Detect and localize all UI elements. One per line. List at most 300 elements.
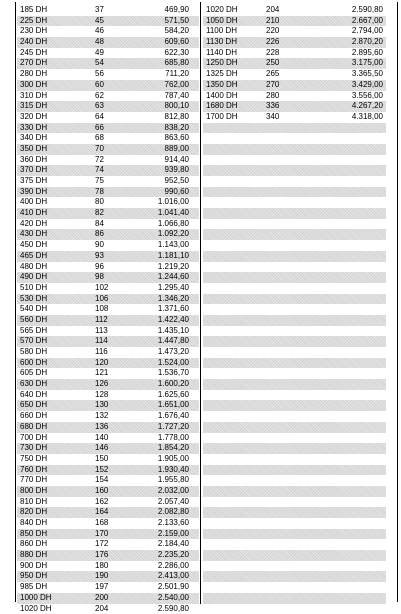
price-cell: 762,00 [165, 80, 189, 91]
table-row [17, 123, 199, 134]
size-cell: 1680 DH [206, 101, 238, 112]
quantity-cell: 84 [95, 219, 104, 230]
quantity-cell: 108 [95, 304, 108, 315]
quantity-cell: 200 [95, 593, 108, 604]
quantity-cell: 140 [95, 433, 108, 444]
price-cell: 1.219,20 [158, 262, 189, 273]
price-cell: 2.895,60 [352, 48, 383, 59]
table-row [17, 48, 199, 59]
quantity-cell: 37 [95, 5, 104, 16]
price-cell: 2.870,20 [352, 37, 383, 48]
table-row [17, 507, 199, 518]
quantity-cell: 152 [95, 465, 108, 476]
quantity-cell: 204 [266, 5, 279, 16]
quantity-cell: 280 [266, 91, 279, 102]
quantity-cell: 66 [95, 123, 104, 134]
size-cell: 770 DH [20, 475, 47, 486]
quantity-cell: 197 [95, 582, 108, 593]
price-cell: 2.590,80 [158, 604, 189, 614]
size-cell: 330 DH [20, 123, 47, 134]
price-cell: 838,20 [165, 123, 189, 134]
quantity-cell: 172 [95, 539, 108, 550]
table-row [17, 197, 199, 208]
quantity-cell: 70 [95, 144, 104, 155]
price-cell: 812,80 [165, 112, 189, 123]
table-row [17, 26, 199, 37]
quantity-cell: 336 [266, 101, 279, 112]
empty-table-row [203, 123, 386, 134]
price-cell: 4.267,20 [352, 101, 383, 112]
table-row [17, 294, 199, 305]
table-row [17, 240, 199, 251]
empty-table-row [203, 294, 386, 305]
empty-table-row [203, 604, 386, 614]
size-cell: 310 DH [20, 91, 47, 102]
table-row [203, 112, 386, 123]
price-cell: 1.536,70 [158, 368, 189, 379]
size-cell: 1250 DH [206, 58, 238, 69]
empty-table-row [203, 368, 386, 379]
table-row [17, 101, 199, 112]
center-divider-line [200, 2, 201, 604]
size-cell: 860 DH [20, 539, 47, 550]
table-row [17, 539, 199, 550]
price-cell: 2.159,00 [158, 529, 189, 540]
table-row [17, 165, 199, 176]
empty-table-row [203, 411, 386, 422]
quantity-cell: 74 [95, 165, 104, 176]
quantity-cell: 180 [95, 561, 108, 572]
empty-table-row [203, 144, 386, 155]
empty-table-row [203, 571, 386, 582]
empty-table-row [203, 262, 386, 273]
size-cell: 315 DH [20, 101, 47, 112]
quantity-cell: 54 [95, 58, 104, 69]
price-cell: 1.651,00 [158, 400, 189, 411]
empty-table-row [203, 400, 386, 411]
quantity-cell: 45 [95, 16, 104, 27]
price-cell: 1.447,80 [158, 336, 189, 347]
table-row [17, 358, 199, 369]
quantity-cell: 340 [266, 112, 279, 123]
quantity-cell: 63 [95, 101, 104, 112]
empty-table-row [203, 550, 386, 561]
empty-table-row [203, 187, 386, 198]
table-row [17, 229, 199, 240]
quantity-cell: 86 [95, 229, 104, 240]
size-cell: 530 DH [20, 294, 47, 305]
size-cell: 270 DH [20, 58, 47, 69]
empty-table-row [203, 529, 386, 540]
table-row [203, 48, 386, 59]
table-row [17, 304, 199, 315]
price-cell: 2.082,80 [158, 507, 189, 518]
table-row [17, 219, 199, 230]
left-border-line [15, 2, 16, 602]
size-cell: 650 DH [20, 400, 47, 411]
price-cell: 1.778,00 [158, 433, 189, 444]
price-cell: 1.676,40 [158, 411, 189, 422]
size-cell: 280 DH [20, 69, 47, 80]
quantity-cell: 78 [95, 187, 104, 198]
table-row [17, 283, 199, 294]
price-cell: 1.625,60 [158, 390, 189, 401]
price-cell: 2.540,00 [158, 593, 189, 604]
price-cell: 939,80 [165, 165, 189, 176]
price-cell: 1.143,00 [158, 240, 189, 251]
size-cell: 370 DH [20, 165, 47, 176]
size-cell: 580 DH [20, 347, 47, 358]
size-cell: 350 DH [20, 144, 47, 155]
table-row [17, 571, 199, 582]
table-row [203, 69, 386, 80]
table-row [17, 465, 199, 476]
price-cell: 1.854,20 [158, 443, 189, 454]
empty-table-row [203, 561, 386, 572]
price-cell: 1.600,20 [158, 379, 189, 390]
price-cell: 685,80 [165, 58, 189, 69]
price-cell: 1.955,80 [158, 475, 189, 486]
table-row [17, 69, 199, 80]
price-cell: 1.092,20 [158, 229, 189, 240]
table-row [17, 315, 199, 326]
size-cell: 1020 DH [20, 604, 52, 614]
size-cell: 1050 DH [206, 16, 238, 27]
table-row [17, 529, 199, 540]
left-price-table [17, 5, 199, 614]
quantity-cell: 120 [95, 358, 108, 369]
table-row [17, 80, 199, 91]
price-cell: 990,60 [165, 187, 189, 198]
price-cell: 711,20 [165, 69, 189, 80]
table-row [203, 16, 386, 27]
price-cell: 1.295,40 [158, 283, 189, 294]
price-cell: 1.905,00 [158, 454, 189, 465]
size-cell: 565 DH [20, 326, 47, 337]
quantity-cell: 162 [95, 497, 108, 508]
price-cell: 3.365,50 [352, 69, 383, 80]
size-cell: 490 DH [20, 272, 47, 283]
quantity-cell: 220 [266, 26, 279, 37]
size-cell: 730 DH [20, 443, 47, 454]
price-cell: 800,10 [165, 101, 189, 112]
price-cell: 889,00 [165, 144, 189, 155]
price-cell: 1.346,20 [158, 294, 189, 305]
table-row [203, 5, 386, 16]
table-row [17, 411, 199, 422]
table-row [17, 486, 199, 497]
quantity-cell: 160 [95, 486, 108, 497]
empty-table-row [203, 283, 386, 294]
empty-table-row [203, 379, 386, 390]
size-cell: 850 DH [20, 529, 47, 540]
size-cell: 240 DH [20, 37, 47, 48]
quantity-cell: 80 [95, 197, 104, 208]
price-cell: 1.371,60 [158, 304, 189, 315]
size-cell: 700 DH [20, 433, 47, 444]
price-cell: 1.181,10 [158, 251, 189, 262]
table-row [17, 390, 199, 401]
size-cell: 245 DH [20, 48, 47, 59]
quantity-cell: 112 [95, 315, 108, 326]
quantity-cell: 150 [95, 454, 108, 465]
size-cell: 800 DH [20, 486, 47, 497]
quantity-cell: 170 [95, 529, 108, 540]
price-cell: 914,40 [165, 155, 189, 166]
empty-table-row [203, 197, 386, 208]
table-row [17, 518, 199, 529]
empty-table-row [203, 433, 386, 444]
quantity-cell: 72 [95, 155, 104, 166]
price-cell: 3.175,00 [352, 58, 383, 69]
table-row [203, 101, 386, 112]
empty-table-row [203, 422, 386, 433]
table-row [203, 80, 386, 91]
price-cell: 787,40 [165, 91, 189, 102]
empty-table-row [203, 507, 386, 518]
table-row [17, 155, 199, 166]
size-cell: 1400 DH [206, 91, 238, 102]
price-cell: 1.422,40 [158, 315, 189, 326]
quantity-cell: 75 [95, 176, 104, 187]
right-price-table [203, 5, 386, 614]
quantity-cell: 114 [95, 336, 108, 347]
quantity-cell: 250 [266, 58, 279, 69]
price-cell: 2.032,00 [158, 486, 189, 497]
size-cell: 1325 DH [206, 69, 238, 80]
price-cell: 571,50 [165, 16, 189, 27]
quantity-cell: 113 [95, 326, 108, 337]
quantity-cell: 164 [95, 507, 108, 518]
table-row [17, 91, 199, 102]
table-row [17, 347, 199, 358]
size-cell: 375 DH [20, 176, 47, 187]
right-border-line [397, 2, 398, 602]
size-cell: 660 DH [20, 411, 47, 422]
quantity-cell: 62 [95, 91, 104, 102]
table-row [203, 26, 386, 37]
size-cell: 680 DH [20, 422, 47, 433]
size-cell: 1000 DH [20, 593, 52, 604]
size-cell: 465 DH [20, 251, 47, 262]
size-cell: 600 DH [20, 358, 47, 369]
size-cell: 510 DH [20, 283, 47, 294]
quantity-cell: 116 [95, 347, 108, 358]
empty-table-row [203, 593, 386, 604]
size-cell: 185 DH [20, 5, 47, 16]
size-cell: 480 DH [20, 262, 47, 273]
table-row [17, 582, 199, 593]
table-row [17, 400, 199, 411]
quantity-cell: 226 [266, 37, 279, 48]
table-row [17, 5, 199, 16]
size-cell: 1100 DH [206, 26, 237, 37]
quantity-cell: 154 [95, 475, 108, 486]
table-row [17, 112, 199, 123]
size-cell: 390 DH [20, 187, 47, 198]
empty-table-row [203, 315, 386, 326]
size-cell: 1020 DH [206, 5, 238, 16]
price-cell: 1.930,40 [158, 465, 189, 476]
table-row [17, 336, 199, 347]
quantity-cell: 190 [95, 571, 108, 582]
quantity-cell: 210 [266, 16, 279, 27]
price-cell: 2.057,40 [158, 497, 189, 508]
empty-table-row [203, 208, 386, 219]
price-cell: 2.133,60 [158, 518, 189, 529]
empty-table-row [203, 326, 386, 337]
price-cell: 4.318,00 [352, 112, 383, 123]
quantity-cell: 48 [95, 37, 104, 48]
empty-table-row [203, 176, 386, 187]
size-cell: 300 DH [20, 80, 47, 91]
empty-table-row [203, 272, 386, 283]
quantity-cell: 128 [95, 390, 108, 401]
empty-table-row [203, 155, 386, 166]
price-cell: 2.235,20 [158, 550, 189, 561]
size-cell: 225 DH [20, 16, 47, 27]
table-row [17, 208, 199, 219]
size-cell: 1140 DH [206, 48, 237, 59]
table-row [17, 58, 199, 69]
table-row [17, 176, 199, 187]
quantity-cell: 98 [95, 272, 104, 283]
quantity-cell: 132 [95, 411, 108, 422]
empty-table-row [203, 539, 386, 550]
size-cell: 450 DH [20, 240, 47, 251]
empty-table-row [203, 165, 386, 176]
quantity-cell: 126 [95, 379, 108, 390]
size-cell: 570 DH [20, 336, 47, 347]
quantity-cell: 121 [95, 368, 108, 379]
price-cell: 1.066,80 [158, 219, 189, 230]
empty-table-row [203, 251, 386, 262]
empty-table-row [203, 443, 386, 454]
size-cell: 320 DH [20, 112, 47, 123]
size-cell: 630 DH [20, 379, 47, 390]
quantity-cell: 265 [266, 69, 279, 80]
table-row [17, 422, 199, 433]
price-cell: 622,30 [165, 48, 189, 59]
price-cell: 584,20 [165, 26, 189, 37]
empty-table-row [203, 347, 386, 358]
quantity-cell: 64 [95, 112, 104, 123]
size-cell: 420 DH [20, 219, 47, 230]
table-row [17, 16, 199, 27]
price-cell: 2.501,90 [158, 582, 189, 593]
table-row [17, 368, 199, 379]
price-cell: 3.556,00 [352, 91, 383, 102]
price-cell: 609,60 [165, 37, 189, 48]
empty-table-row [203, 219, 386, 230]
size-cell: 810 DH [20, 497, 47, 508]
table-row [203, 37, 386, 48]
table-row [17, 251, 199, 262]
table-row [17, 561, 199, 572]
quantity-cell: 168 [95, 518, 108, 529]
quantity-cell: 49 [95, 48, 104, 59]
table-row [17, 433, 199, 444]
price-cell: 1.727,20 [158, 422, 189, 433]
table-row [17, 454, 199, 465]
table-row [17, 37, 199, 48]
size-cell: 605 DH [20, 368, 47, 379]
size-cell: 840 DH [20, 518, 47, 529]
table-row [17, 443, 199, 454]
size-cell: 1700 DH [206, 112, 238, 123]
quantity-cell: 46 [95, 26, 104, 37]
quantity-cell: 176 [95, 550, 108, 561]
price-cell: 1.016,00 [158, 197, 189, 208]
size-cell: 640 DH [20, 390, 47, 401]
quantity-cell: 56 [95, 69, 104, 80]
size-cell: 985 DH [20, 582, 47, 593]
price-cell: 952,50 [165, 176, 189, 187]
table-row [17, 550, 199, 561]
empty-table-row [203, 240, 386, 251]
size-cell: 230 DH [20, 26, 47, 37]
empty-table-row [203, 358, 386, 369]
empty-table-row [203, 497, 386, 508]
quantity-cell: 102 [95, 283, 108, 294]
empty-table-row [203, 465, 386, 476]
size-cell: 410 DH [20, 208, 47, 219]
price-cell: 2.794,00 [352, 26, 383, 37]
price-cell: 1.524,00 [158, 358, 189, 369]
price-cell: 2.590,80 [352, 5, 383, 16]
price-cell: 2.286,00 [158, 561, 189, 572]
table-row [203, 58, 386, 69]
size-cell: 1350 DH [206, 80, 238, 91]
empty-table-row [203, 133, 386, 144]
size-cell: 360 DH [20, 155, 47, 166]
size-cell: 750 DH [20, 454, 47, 465]
empty-table-row [203, 229, 386, 240]
price-cell: 1.473,20 [158, 347, 189, 358]
size-cell: 540 DH [20, 304, 47, 315]
empty-table-row [203, 336, 386, 347]
empty-table-row [203, 486, 386, 497]
quantity-cell: 146 [95, 443, 108, 454]
quantity-cell: 90 [95, 240, 104, 251]
price-cell: 2.413,00 [158, 571, 189, 582]
size-cell: 900 DH [20, 561, 47, 572]
table-row [17, 144, 199, 155]
price-cell: 1.244,60 [158, 272, 189, 283]
size-cell: 430 DH [20, 229, 47, 240]
price-cell: 2.667,00 [352, 16, 383, 27]
table-row [17, 133, 199, 144]
table-row [17, 326, 199, 337]
table-row [17, 262, 199, 273]
size-cell: 340 DH [20, 133, 47, 144]
table-row [17, 497, 199, 508]
quantity-cell: 96 [95, 262, 104, 273]
table-row [17, 187, 199, 198]
quantity-cell: 93 [95, 251, 104, 262]
quantity-cell: 68 [95, 133, 104, 144]
empty-table-row [203, 304, 386, 315]
empty-table-row [203, 582, 386, 593]
size-cell: 760 DH [20, 465, 47, 476]
empty-table-row [203, 518, 386, 529]
size-cell: 1130 DH [206, 37, 237, 48]
quantity-cell: 136 [95, 422, 108, 433]
empty-table-row [203, 475, 386, 486]
price-cell: 863,60 [165, 133, 189, 144]
table-row [17, 593, 199, 604]
table-row [203, 91, 386, 102]
